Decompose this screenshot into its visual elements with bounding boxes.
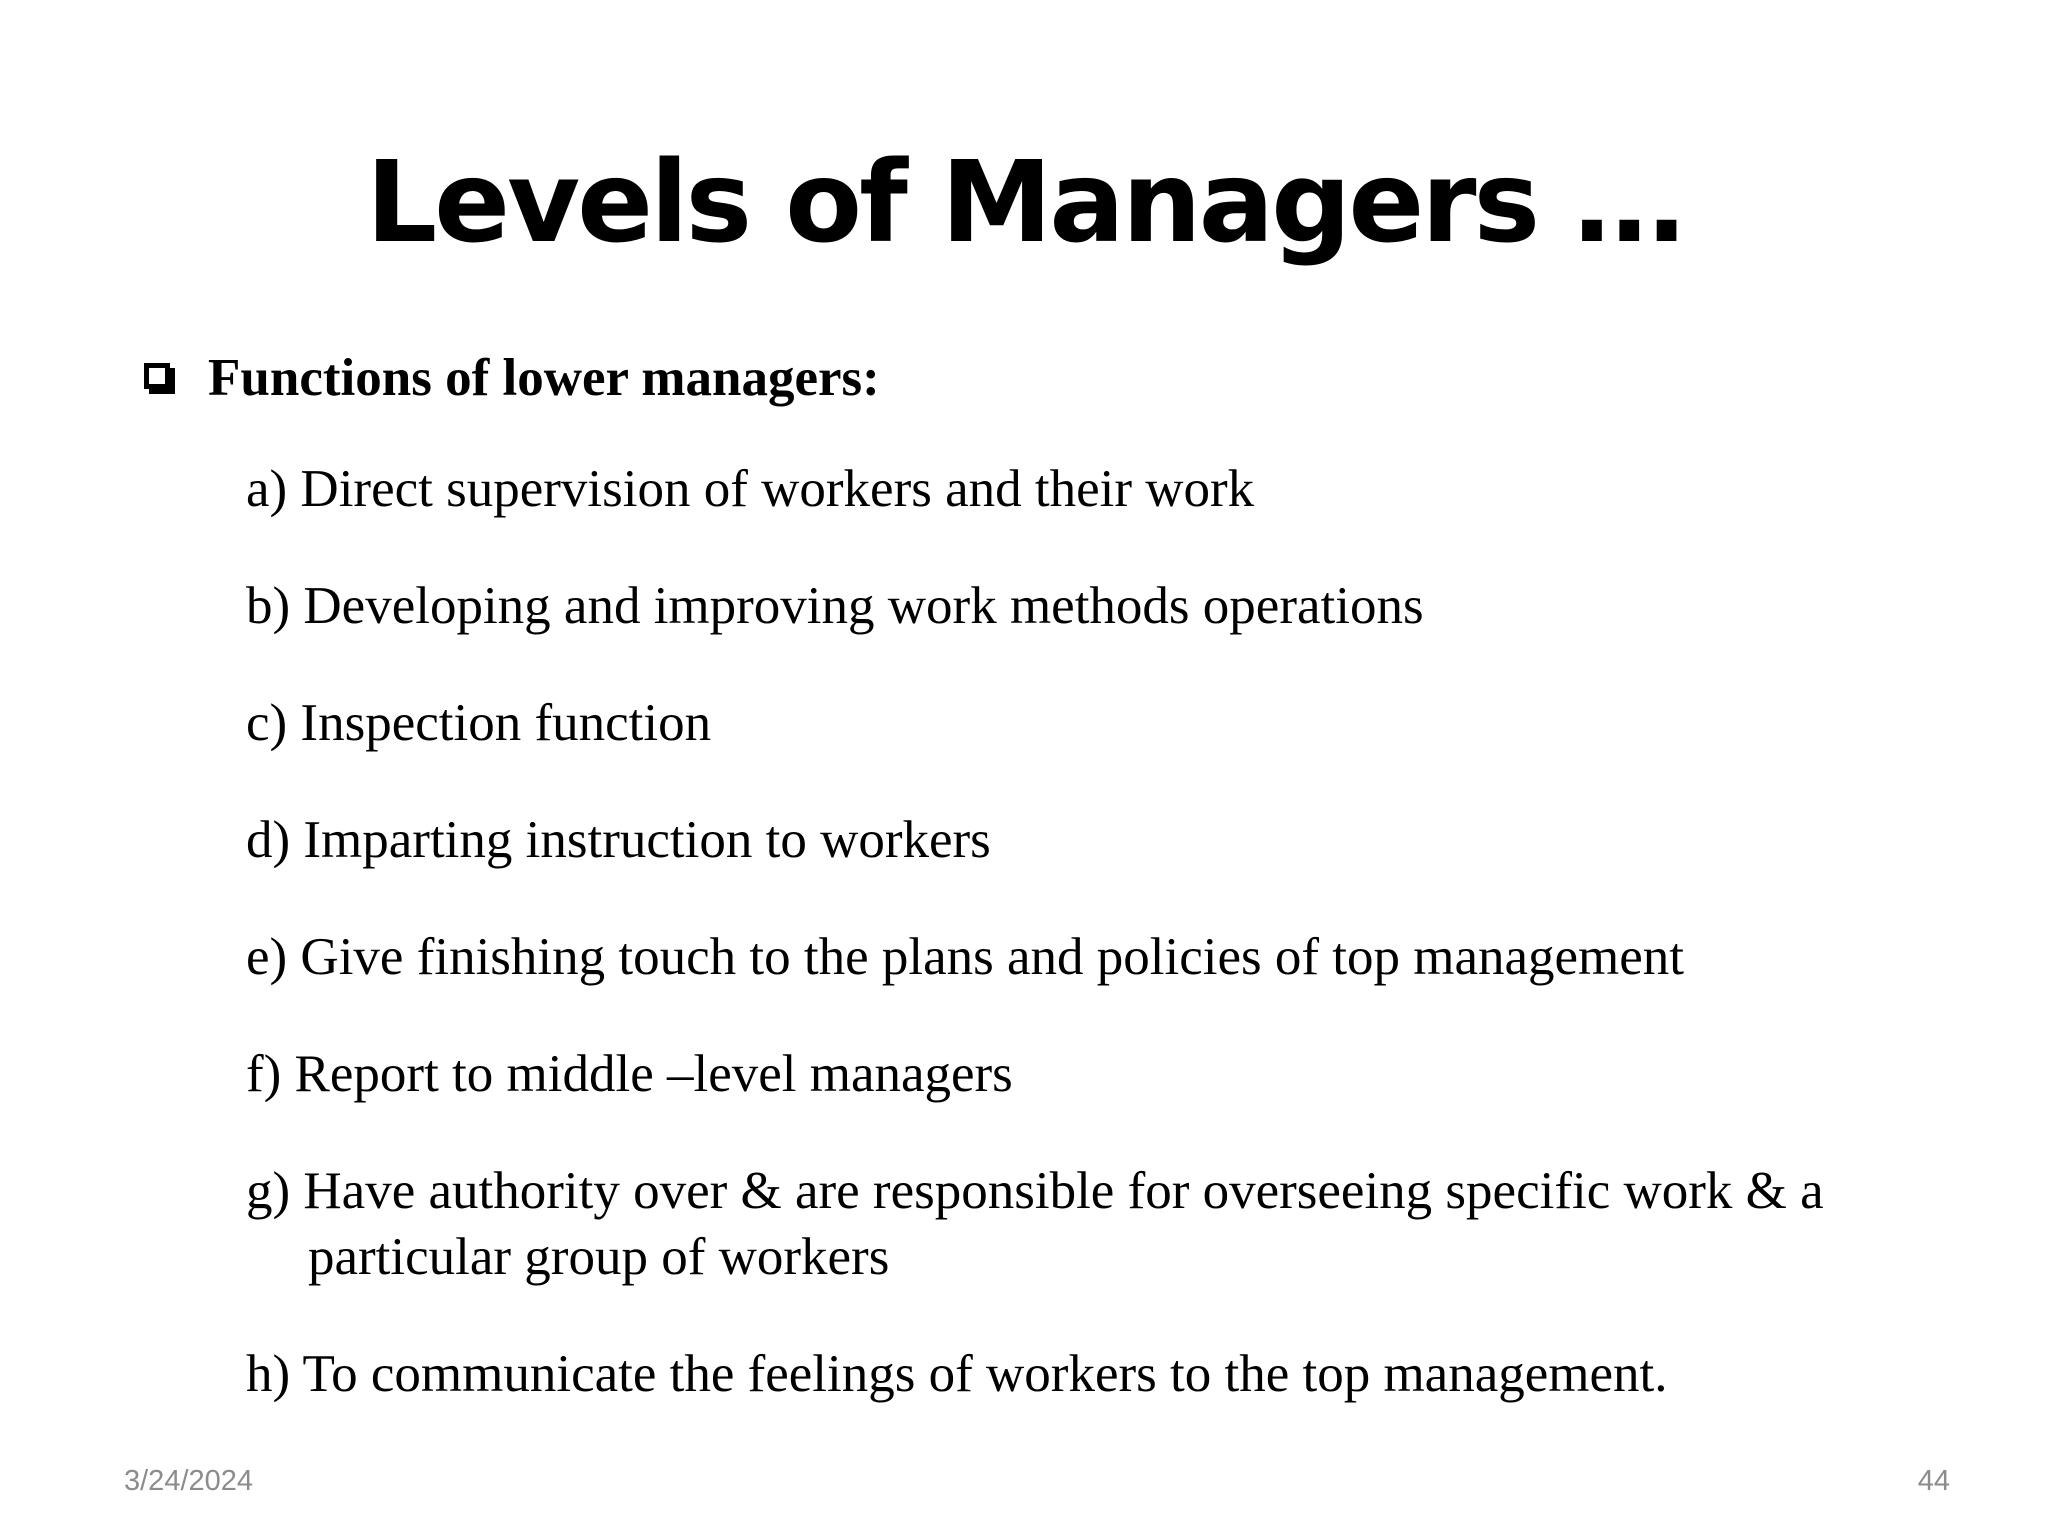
footer-date: 3/24/2024 (124, 1465, 254, 1497)
list-item: e) Give finishing touch to the plans and policies of top management (246, 928, 1685, 986)
section-heading-text: Functions of lower managers: (208, 349, 880, 407)
slide-title: Levels of Managers … (365, 138, 1683, 268)
list-item: b) Developing and improving work methods operations (246, 577, 1424, 635)
page-number: 44 (1917, 1465, 1950, 1497)
list-item: d) Imparting instruction to workers (246, 811, 991, 869)
function-list (246, 456, 2006, 1458)
checkbox-square-icon (144, 363, 170, 389)
section-heading (144, 345, 880, 411)
list-item: f) Report to middle –level managers (246, 1045, 1013, 1103)
list-item: c) Inspection function (246, 694, 712, 752)
list-item: a) Direct supervision of workers and their work (246, 460, 1255, 518)
list-item: h) To communicate the feelings of workers to the top management. (246, 1345, 1668, 1403)
list-item: g) Have authority over & are responsible for overseeing specific work & a particular group of workers (246, 1162, 1824, 1286)
